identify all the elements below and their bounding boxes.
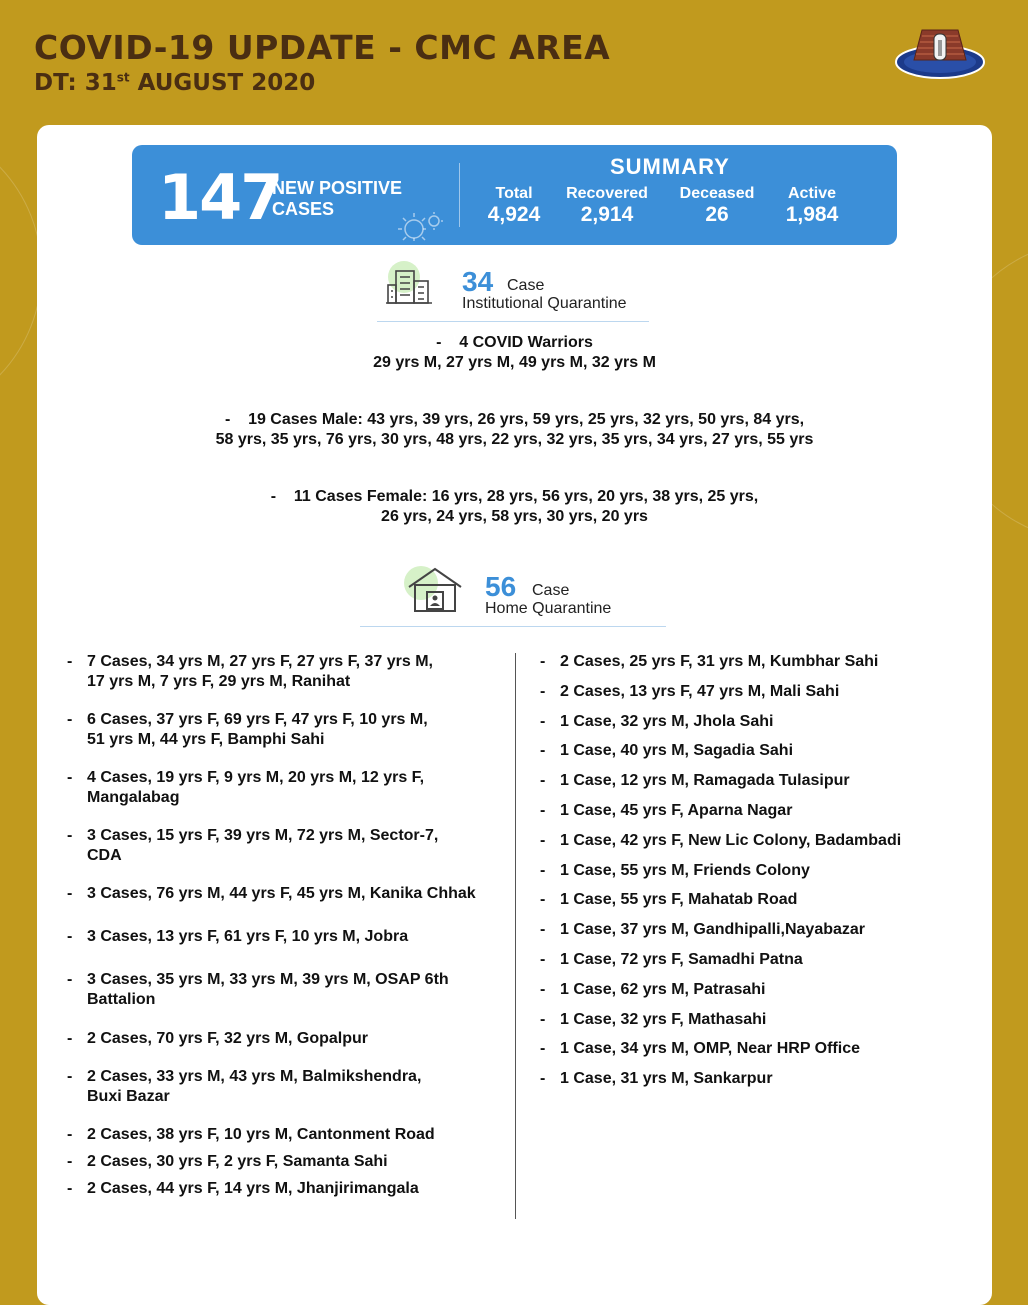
- list-item: - 1 Case, 40 yrs M, Sagadia Sahi: [540, 741, 980, 761]
- list-item: - 6 Cases, 37 yrs F, 69 yrs F, 47 yrs F, 10 yrs M, 51 yrs M, 44 yrs F, Bamphi Sahi: [67, 710, 512, 750]
- list-item: - 1 Case, 72 yrs F, Samadhi Patna: [540, 950, 980, 970]
- home-count: 56: [485, 571, 517, 602]
- institutional-group: [37, 487, 992, 527]
- stat-recovered: [562, 185, 652, 227]
- summary-title: SUMMARY: [610, 154, 730, 179]
- list-item: - 2 Cases, 13 yrs F, 47 yrs M, Mali Sahi: [540, 682, 980, 702]
- list-item: - 2 Cases, 33 yrs M, 43 yrs M, Balmikshendra, Buxi Bazar: [67, 1067, 512, 1107]
- list-item: - 1 Case, 31 yrs M, Sankarpur: [540, 1069, 980, 1089]
- content-card: [37, 125, 992, 1305]
- banner-divider: [459, 163, 460, 227]
- list-item: - 1 Case, 32 yrs F, Mathasahi: [540, 1010, 980, 1030]
- stat-label: Total: [495, 185, 533, 202]
- group-line: - 19 Cases Male: 43 yrs, 39 yrs, 26 yrs, 59 yrs, 25 yrs, 32 yrs, 50 yrs, 84 yrs,: [224, 411, 805, 428]
- cmc-logo: [892, 22, 988, 88]
- building-icon: [382, 259, 442, 309]
- institutional-group: [37, 410, 992, 450]
- list-item: - 3 Cases, 15 yrs F, 39 yrs M, 72 yrs M, Sector-7, CDA: [67, 826, 512, 866]
- section-divider: [360, 626, 666, 627]
- stat-label: Recovered: [566, 185, 648, 202]
- list-item: - 3 Cases, 13 yrs F, 61 yrs F, 10 yrs M, Jobra: [67, 927, 512, 947]
- background-arc: [0, 120, 42, 422]
- home-label: Home Quarantine: [485, 600, 612, 617]
- institutional-case-word: Case: [507, 277, 545, 294]
- group-line: 26 yrs, 24 yrs, 58 yrs, 30 yrs, 20 yrs: [381, 508, 648, 525]
- column-divider: [515, 653, 516, 1219]
- list-item: - 3 Cases, 76 yrs M, 44 yrs F, 45 yrs M, Kanika Chhak: [67, 884, 512, 904]
- list-item: - 2 Cases, 44 yrs F, 14 yrs M, Jhanjirimangala: [67, 1179, 512, 1199]
- list-item: - 1 Case, 55 yrs F, Mahatab Road: [540, 890, 980, 910]
- stat-value: 1,984: [785, 203, 839, 226]
- list-item: - 1 Case, 12 yrs M, Ramagada Tulasipur: [540, 771, 980, 791]
- new-cases-label: NEW POSITIVE CASES: [272, 178, 403, 219]
- list-item: - 4 Cases, 19 yrs F, 9 yrs M, 20 yrs M, 12 yrs F, Mangalabag: [67, 768, 512, 808]
- stat-label: Deceased: [679, 185, 755, 202]
- group-line: 58 yrs, 35 yrs, 76 yrs, 30 yrs, 48 yrs, 22 yrs, 32 yrs, 35 yrs, 34 yrs, 27 yrs, 55 yrs: [215, 431, 814, 448]
- list-item: - 1 Case, 45 yrs F, Aparna Nagar: [540, 801, 980, 821]
- list-item: - 1 Case, 34 yrs M, OMP, Near HRP Office: [540, 1039, 980, 1059]
- stat-deceased: [672, 185, 762, 227]
- list-item: - 1 Case, 62 yrs M, Patrasahi: [540, 980, 980, 1000]
- list-item: - 1 Case, 55 yrs M, Friends Colony: [540, 861, 980, 881]
- new-cases-count: 147: [158, 161, 282, 234]
- group-line: 29 yrs M, 27 yrs M, 49 yrs M, 32 yrs M: [373, 354, 656, 371]
- institutional-group: [37, 333, 992, 373]
- stat-label: Active: [787, 185, 837, 202]
- page-title: COVID-19 UPDATE - CMC AREA: [34, 28, 611, 67]
- home-list-left: [67, 652, 512, 1199]
- list-item: - 1 Case, 32 yrs M, Jhola Sahi: [540, 712, 980, 732]
- list-item: - 2 Cases, 30 yrs F, 2 yrs F, Samanta Sahi: [67, 1152, 512, 1172]
- summary-banner: [132, 145, 897, 245]
- list-item: - 7 Cases, 34 yrs M, 27 yrs F, 27 yrs F, 37 yrs M, 17 yrs M, 7 yrs F, 29 yrs M, Ranihat: [67, 652, 512, 692]
- page-date: DT: 31st AUGUST 2020: [34, 70, 316, 96]
- institutional-label: Institutional Quarantine: [462, 295, 627, 312]
- stat-total: [484, 185, 544, 227]
- section-divider: [377, 321, 649, 322]
- list-item: - 2 Cases, 70 yrs F, 32 yrs M, Gopalpur: [67, 1029, 512, 1049]
- stat-active: [777, 185, 847, 227]
- group-line: - 11 Cases Female: 16 yrs, 28 yrs, 56 yrs, 20 yrs, 38 yrs, 25 yrs,: [270, 488, 759, 505]
- list-item: - 1 Case, 37 yrs M, Gandhipalli,Nayabazar: [540, 920, 980, 940]
- stat-value: 26: [705, 203, 729, 226]
- home-list-right: [540, 652, 980, 1089]
- virus-icon: [394, 209, 444, 243]
- list-item: - 1 Case, 42 yrs F, New Lic Colony, Badambadi: [540, 831, 980, 851]
- institutional-count: 34: [462, 266, 494, 297]
- stat-value: 4,924: [487, 203, 541, 226]
- home-icon: [399, 565, 463, 615]
- home-case-word: Case: [532, 582, 570, 599]
- group-line: - 4 COVID Warriors: [436, 334, 593, 351]
- stat-value: 2,914: [580, 203, 634, 226]
- list-item: - 2 Cases, 38 yrs F, 10 yrs M, Cantonment Road: [67, 1125, 512, 1145]
- list-item: - 3 Cases, 35 yrs M, 33 yrs M, 39 yrs M, OSAP 6th Battalion: [67, 970, 512, 1010]
- list-item: - 2 Cases, 25 yrs F, 31 yrs M, Kumbhar Sahi: [540, 652, 980, 672]
